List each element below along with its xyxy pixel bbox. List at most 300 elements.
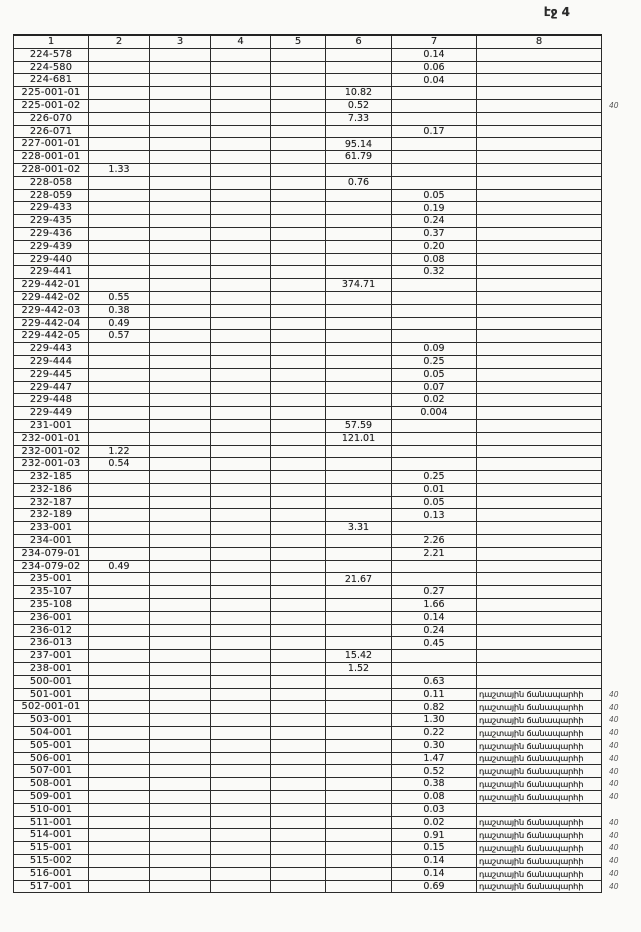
value-cell-col7: 0.82 <box>392 701 477 714</box>
table-row <box>14 74 641 87</box>
code-cell: 516-001 <box>14 867 89 880</box>
value-cell-col7: 0.24 <box>392 624 477 637</box>
margin-note <box>602 675 641 688</box>
value-cell-col5 <box>271 317 326 330</box>
margin-note: 40 <box>609 881 619 891</box>
note-cell <box>477 304 602 317</box>
data-table <box>13 34 641 893</box>
code-cell: 511-001 <box>14 816 89 829</box>
note-cell <box>477 189 602 202</box>
note-cell <box>477 240 602 253</box>
value-cell-col4 <box>211 483 271 496</box>
value-cell-col2 <box>89 381 150 394</box>
margin-note: 40 <box>609 843 619 853</box>
value-cell-col2: 0.38 <box>89 304 150 317</box>
value-cell-col5 <box>271 189 326 202</box>
value-cell-col3 <box>150 791 211 804</box>
value-cell-col7 <box>392 522 477 535</box>
value-cell-col3 <box>150 560 211 573</box>
value-cell-col6 <box>326 215 392 228</box>
header-row <box>14 35 641 48</box>
code-cell: 232-001-03 <box>14 458 89 471</box>
value-cell-col7 <box>392 99 477 112</box>
value-cell-col7: 0.08 <box>392 253 477 266</box>
code-cell: 229-436 <box>14 227 89 240</box>
note-cell <box>477 483 602 496</box>
table-row <box>14 714 641 727</box>
value-cell-col6 <box>326 343 392 356</box>
value-cell-col5 <box>271 765 326 778</box>
margin-note: 40 <box>609 779 619 789</box>
value-cell-col7: 0.25 <box>392 355 477 368</box>
value-cell-col3 <box>150 842 211 855</box>
value-cell-col7: 0.63 <box>392 675 477 688</box>
value-cell-col3 <box>150 637 211 650</box>
code-cell: 229-441 <box>14 266 89 279</box>
table-row <box>14 266 641 279</box>
value-cell-col4 <box>211 880 271 893</box>
value-cell-col7: 0.05 <box>392 496 477 509</box>
margin-note <box>602 355 641 368</box>
value-cell-col5 <box>271 752 326 765</box>
table-row <box>14 535 641 548</box>
value-cell-col6 <box>326 227 392 240</box>
value-cell-col3 <box>150 829 211 842</box>
note-cell: դաշտային ճանապարհի <box>477 829 602 842</box>
value-cell-col7: 0.13 <box>392 509 477 522</box>
value-cell-col2 <box>89 675 150 688</box>
note-cell <box>477 535 602 548</box>
value-cell-col5 <box>271 803 326 816</box>
value-cell-col3 <box>150 586 211 599</box>
code-cell: 229-445 <box>14 368 89 381</box>
value-cell-col6 <box>326 496 392 509</box>
code-cell: 232-001-01 <box>14 432 89 445</box>
value-cell-col2 <box>89 752 150 765</box>
table-row <box>14 189 641 202</box>
code-cell: 232-185 <box>14 471 89 484</box>
value-cell-col5 <box>271 176 326 189</box>
value-cell-col5 <box>271 816 326 829</box>
code-cell: 235-108 <box>14 599 89 612</box>
value-cell-col6 <box>326 368 392 381</box>
value-cell-col6 <box>326 445 392 458</box>
value-cell-col6: 0.76 <box>326 176 392 189</box>
value-cell-col3 <box>150 573 211 586</box>
value-cell-col7: 0.01 <box>392 483 477 496</box>
value-cell-col3 <box>150 381 211 394</box>
margin-note <box>602 573 641 586</box>
value-cell-col2 <box>89 496 150 509</box>
value-cell-col6 <box>326 547 392 560</box>
value-cell-col2 <box>89 240 150 253</box>
table-row <box>14 522 641 535</box>
note-cell <box>477 74 602 87</box>
value-cell-col7: 0.20 <box>392 240 477 253</box>
code-cell: 504-001 <box>14 727 89 740</box>
table-row <box>14 215 641 228</box>
value-cell-col2 <box>89 432 150 445</box>
table-row <box>14 880 641 893</box>
value-cell-col6 <box>326 202 392 215</box>
value-cell-col4 <box>211 509 271 522</box>
value-cell-col3 <box>150 599 211 612</box>
table-row <box>14 778 641 791</box>
value-cell-col2: 0.49 <box>89 560 150 573</box>
table-row <box>14 279 641 292</box>
note-cell <box>477 112 602 125</box>
value-cell-col7: 0.52 <box>392 765 477 778</box>
value-cell-col3 <box>150 151 211 164</box>
value-cell-col4 <box>211 624 271 637</box>
value-cell-col4 <box>211 611 271 624</box>
value-cell-col6 <box>326 727 392 740</box>
value-cell-col5 <box>271 151 326 164</box>
value-cell-col3 <box>150 61 211 74</box>
value-cell-col2 <box>89 829 150 842</box>
value-cell-col2 <box>89 99 150 112</box>
value-cell-col5 <box>271 368 326 381</box>
column-header-7: 7 <box>392 35 477 48</box>
note-cell <box>477 163 602 176</box>
value-cell-col5 <box>271 509 326 522</box>
value-cell-col6 <box>326 471 392 484</box>
value-cell-col4 <box>211 778 271 791</box>
note-cell <box>477 266 602 279</box>
value-cell-col4 <box>211 317 271 330</box>
value-cell-col2: 1.33 <box>89 163 150 176</box>
value-cell-col7 <box>392 663 477 676</box>
value-cell-col5 <box>271 611 326 624</box>
table-row <box>14 765 641 778</box>
table-row <box>14 688 641 701</box>
value-cell-col4 <box>211 266 271 279</box>
value-cell-col7 <box>392 560 477 573</box>
note-cell <box>477 279 602 292</box>
margin-note <box>602 266 641 279</box>
value-cell-col3 <box>150 855 211 868</box>
note-cell <box>477 176 602 189</box>
value-cell-col6 <box>326 291 392 304</box>
value-cell-col3 <box>150 189 211 202</box>
table-row <box>14 829 641 842</box>
value-cell-col6 <box>326 381 392 394</box>
note-cell <box>477 458 602 471</box>
value-cell-col6 <box>326 688 392 701</box>
note-cell <box>477 599 602 612</box>
value-cell-col5 <box>271 138 326 151</box>
note-cell <box>477 650 602 663</box>
note-cell <box>477 215 602 228</box>
value-cell-col7 <box>392 87 477 100</box>
value-cell-col6: 10.82 <box>326 87 392 100</box>
margin-note <box>602 176 641 189</box>
value-cell-col5 <box>271 202 326 215</box>
value-cell-col7: 0.08 <box>392 791 477 804</box>
value-cell-col4 <box>211 330 271 343</box>
value-cell-col7 <box>392 151 477 164</box>
value-cell-col2 <box>89 419 150 432</box>
value-cell-col2 <box>89 842 150 855</box>
value-cell-col7: 0.14 <box>392 611 477 624</box>
column-header-2: 2 <box>89 35 150 48</box>
table-row <box>14 61 641 74</box>
margin-note <box>602 394 641 407</box>
code-cell: 515-001 <box>14 842 89 855</box>
column-header-8: 8 <box>477 35 602 48</box>
value-cell-col3 <box>150 650 211 663</box>
value-cell-col3 <box>150 765 211 778</box>
table-row <box>14 509 641 522</box>
table-row <box>14 227 641 240</box>
margin-note <box>602 317 641 330</box>
margin-note <box>602 535 641 548</box>
code-cell: 229-442-01 <box>14 279 89 292</box>
margin-note <box>602 547 641 560</box>
note-cell <box>477 573 602 586</box>
value-cell-col7: 1.47 <box>392 752 477 765</box>
margin-note <box>602 125 641 138</box>
table-row <box>14 304 641 317</box>
value-cell-col7: 0.91 <box>392 829 477 842</box>
note-cell: դաշտային ճանապարհի <box>477 842 602 855</box>
value-cell-col3 <box>150 202 211 215</box>
value-cell-col4 <box>211 803 271 816</box>
table-row <box>14 291 641 304</box>
value-cell-col6 <box>326 304 392 317</box>
table-row <box>14 791 641 804</box>
value-cell-col4 <box>211 816 271 829</box>
value-cell-col2 <box>89 74 150 87</box>
table-row <box>14 573 641 586</box>
value-cell-col6 <box>326 701 392 714</box>
table-row <box>14 317 641 330</box>
value-cell-col6 <box>326 330 392 343</box>
value-cell-col4 <box>211 227 271 240</box>
note-cell: դաշտային ճանապարհի <box>477 688 602 701</box>
value-cell-col7: 0.69 <box>392 880 477 893</box>
table-row <box>14 163 641 176</box>
value-cell-col6 <box>326 407 392 420</box>
table-row <box>14 842 641 855</box>
value-cell-col3 <box>150 125 211 138</box>
value-cell-col7: 0.04 <box>392 74 477 87</box>
margin-note <box>602 215 641 228</box>
value-cell-col3 <box>150 407 211 420</box>
value-cell-col3 <box>150 215 211 228</box>
value-cell-col3 <box>150 394 211 407</box>
note-cell <box>477 87 602 100</box>
value-cell-col4 <box>211 253 271 266</box>
value-cell-col7: 2.21 <box>392 547 477 560</box>
note-cell <box>477 227 602 240</box>
value-cell-col7: 0.45 <box>392 637 477 650</box>
note-cell <box>477 407 602 420</box>
value-cell-col6 <box>326 752 392 765</box>
code-cell: 229-448 <box>14 394 89 407</box>
margin-note <box>602 586 641 599</box>
value-cell-col5 <box>271 304 326 317</box>
code-cell: 235-107 <box>14 586 89 599</box>
code-cell: 227-001-01 <box>14 138 89 151</box>
value-cell-col4 <box>211 151 271 164</box>
value-cell-col5 <box>271 880 326 893</box>
code-cell: 228-059 <box>14 189 89 202</box>
code-cell: 501-001 <box>14 688 89 701</box>
table-row <box>14 445 641 458</box>
value-cell-col2: 1.22 <box>89 445 150 458</box>
value-cell-col6 <box>326 611 392 624</box>
value-cell-col3 <box>150 675 211 688</box>
value-cell-col6: 61.79 <box>326 151 392 164</box>
value-cell-col5 <box>271 279 326 292</box>
table-row <box>14 253 641 266</box>
code-cell: 510-001 <box>14 803 89 816</box>
note-cell <box>477 419 602 432</box>
code-cell: 515-002 <box>14 855 89 868</box>
margin-note <box>602 253 641 266</box>
value-cell-col5 <box>271 675 326 688</box>
column-header-6: 6 <box>326 35 392 48</box>
note-cell <box>477 99 602 112</box>
value-cell-col2 <box>89 61 150 74</box>
value-cell-col5 <box>271 355 326 368</box>
value-cell-col6 <box>326 317 392 330</box>
value-cell-col6 <box>326 778 392 791</box>
note-cell <box>477 394 602 407</box>
value-cell-col4 <box>211 535 271 548</box>
value-cell-col5 <box>271 227 326 240</box>
value-cell-col2 <box>89 624 150 637</box>
value-cell-col3 <box>150 803 211 816</box>
value-cell-col4 <box>211 586 271 599</box>
table-row <box>14 432 641 445</box>
value-cell-col7 <box>392 317 477 330</box>
value-cell-col4 <box>211 650 271 663</box>
code-cell: 225-001-01 <box>14 87 89 100</box>
table-row <box>14 419 641 432</box>
value-cell-col4 <box>211 202 271 215</box>
value-cell-col4 <box>211 125 271 138</box>
code-cell: 229-449 <box>14 407 89 420</box>
margin-note <box>602 227 641 240</box>
table-row <box>14 381 641 394</box>
margin-note <box>602 624 641 637</box>
value-cell-col2 <box>89 663 150 676</box>
value-cell-col4 <box>211 291 271 304</box>
value-cell-col5 <box>271 599 326 612</box>
value-cell-col4 <box>211 752 271 765</box>
note-cell: դաշտային ճանապարհի <box>477 816 602 829</box>
table-row <box>14 368 641 381</box>
note-cell <box>477 471 602 484</box>
table-row <box>14 355 641 368</box>
value-cell-col2: 0.57 <box>89 330 150 343</box>
margin-note <box>602 560 641 573</box>
value-cell-col6 <box>326 163 392 176</box>
margin-note <box>602 432 641 445</box>
value-cell-col5 <box>271 714 326 727</box>
value-cell-col4 <box>211 432 271 445</box>
value-cell-col2 <box>89 471 150 484</box>
value-cell-col2 <box>89 727 150 740</box>
value-cell-col5 <box>271 343 326 356</box>
value-cell-col3 <box>150 752 211 765</box>
value-cell-col6 <box>326 675 392 688</box>
note-cell <box>477 586 602 599</box>
value-cell-col2 <box>89 215 150 228</box>
value-cell-col3 <box>150 701 211 714</box>
code-cell: 234-079-01 <box>14 547 89 560</box>
value-cell-col6 <box>326 458 392 471</box>
value-cell-col2 <box>89 343 150 356</box>
value-cell-col2 <box>89 394 150 407</box>
code-cell: 229-442-02 <box>14 291 89 304</box>
value-cell-col4 <box>211 48 271 61</box>
margin-note: 40 <box>609 101 619 111</box>
code-cell: 507-001 <box>14 765 89 778</box>
value-cell-col4 <box>211 663 271 676</box>
table-row <box>14 240 641 253</box>
value-cell-col2 <box>89 483 150 496</box>
page-number-label: էջ 4 <box>543 5 570 19</box>
note-cell <box>477 202 602 215</box>
margin-note <box>602 637 641 650</box>
value-cell-col5 <box>271 432 326 445</box>
margin-note <box>602 304 641 317</box>
code-cell: 224-580 <box>14 61 89 74</box>
value-cell-col4 <box>211 714 271 727</box>
value-cell-col6 <box>326 586 392 599</box>
value-cell-col5 <box>271 727 326 740</box>
value-cell-col4 <box>211 867 271 880</box>
margin-note <box>602 163 641 176</box>
value-cell-col7: 0.15 <box>392 842 477 855</box>
value-cell-col3 <box>150 496 211 509</box>
value-cell-col4 <box>211 343 271 356</box>
value-cell-col4 <box>211 163 271 176</box>
table-row <box>14 739 641 752</box>
value-cell-col2: 0.54 <box>89 458 150 471</box>
value-cell-col2 <box>89 509 150 522</box>
margin-note <box>602 87 641 100</box>
value-cell-col3 <box>150 816 211 829</box>
value-cell-col3 <box>150 867 211 880</box>
value-cell-col7: 0.17 <box>392 125 477 138</box>
note-cell <box>477 355 602 368</box>
value-cell-col6 <box>326 867 392 880</box>
value-cell-col3 <box>150 138 211 151</box>
note-cell: դաշտային ճանապարհի <box>477 727 602 740</box>
value-cell-col7 <box>392 330 477 343</box>
margin-note <box>602 381 641 394</box>
value-cell-col6 <box>326 739 392 752</box>
code-cell: 508-001 <box>14 778 89 791</box>
value-cell-col2 <box>89 599 150 612</box>
value-cell-col4 <box>211 842 271 855</box>
margin-note <box>602 483 641 496</box>
code-cell: 232-186 <box>14 483 89 496</box>
value-cell-col4 <box>211 215 271 228</box>
value-cell-col3 <box>150 445 211 458</box>
table-row <box>14 816 641 829</box>
table-row <box>14 752 641 765</box>
value-cell-col7: 0.05 <box>392 189 477 202</box>
margin-note: 40 <box>609 753 619 763</box>
margin-note <box>602 279 641 292</box>
code-cell: 517-001 <box>14 880 89 893</box>
value-cell-col4 <box>211 61 271 74</box>
